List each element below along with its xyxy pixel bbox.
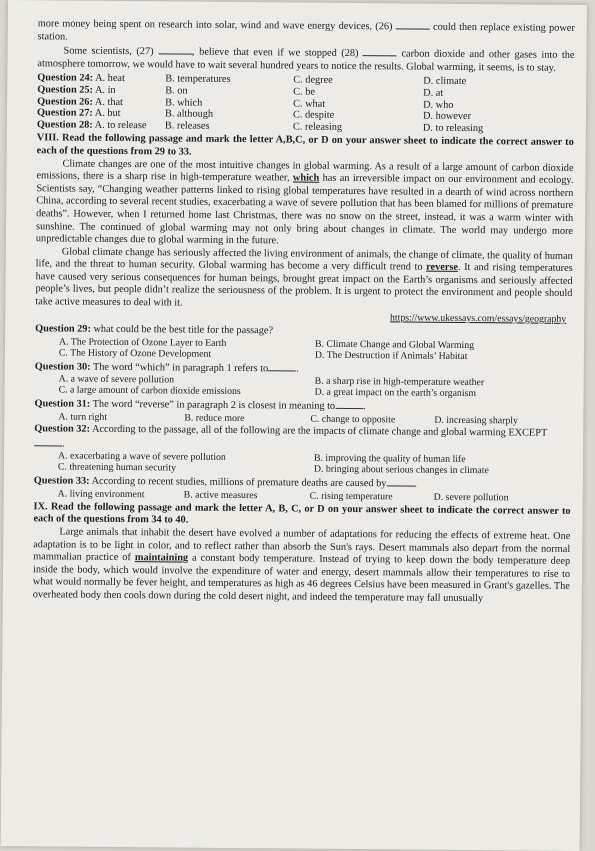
question-stem: According to the passage, all of the following are the impacts of climate change and global warming EXCEPT bbox=[92, 423, 548, 439]
option-d[interactable]: D. a great impact on the earth’s organism bbox=[314, 387, 477, 400]
option-c[interactable]: C. releasing bbox=[292, 121, 343, 133]
p1-text-pre: Large animals that inhabit the desert have evolved a number of adaptations for reducing the effects of extreme heat. One adaptation is to be light in color, and to reflect rather than absorb the Sun's rays. Desert mammals also depart from the normal mammalian practice of bbox=[33, 526, 571, 564]
question-31: Question 31: The word “reverse” in paragraph 2 is closest in meaning to . A. turn right B. reduce more C. change to opposite D. increasing sharply bbox=[34, 397, 571, 427]
option-b[interactable]: B. improving the quality of human life bbox=[313, 452, 466, 466]
option-d[interactable]: D. increasing sharply bbox=[434, 414, 518, 427]
option-a[interactable]: A. but bbox=[94, 107, 121, 120]
option-a[interactable]: A. to release bbox=[94, 119, 147, 131]
option-a[interactable]: A. exacerbating a wave of severe pollution bbox=[57, 450, 226, 464]
cloze-options-table bbox=[37, 73, 574, 136]
question-label: Question 27: bbox=[36, 107, 93, 119]
option-d[interactable]: D. to releasing bbox=[422, 122, 484, 134]
question-32: Question 32: According to the passage, all of the following are the impacts of climate change and global warming EXCEPT. A. exacerbating a wave of severe pollution B. improving the quality of human life C. threatening human security D. bringing about serious changes in climate bbox=[34, 423, 571, 477]
option-a[interactable]: A. turn right bbox=[58, 411, 108, 423]
passage-8-paragraph-2 bbox=[35, 246, 573, 314]
question-stem: The word “reverse” in paragraph 2 is closest in meaning to bbox=[92, 399, 336, 413]
option-c[interactable]: C. change to opposite bbox=[310, 413, 396, 426]
question-stem: The word “which” in paragraph 1 refers to bbox=[92, 361, 269, 375]
option-a[interactable]: A. The Protection of Ozone Layer to Earth bbox=[58, 336, 227, 349]
question-stem: what could be the best title for the passage? bbox=[93, 324, 274, 337]
option-d[interactable]: D. at bbox=[423, 87, 444, 99]
option-b[interactable]: B. which bbox=[165, 96, 203, 109]
question-label: Question 25: bbox=[37, 84, 94, 96]
intro-line1-pre: more money being spent on research into solar, wind and wave energy devices, (26) bbox=[37, 18, 393, 33]
answer-blank bbox=[335, 399, 363, 409]
exam-page bbox=[1, 0, 587, 851]
option-a[interactable]: A. that bbox=[94, 96, 123, 108]
option-b[interactable]: B. although bbox=[164, 108, 214, 120]
option-b[interactable]: B. reduce more bbox=[184, 412, 245, 425]
question-label: Question 24: bbox=[37, 72, 94, 85]
p2-text-pre: Global climate change has seriously affected the living environment of animals, the change of climate, the quality of human life, and the threat to human security. Global warming has become a very difficult trend to bbox=[35, 246, 573, 273]
p1-text-post: a constant body temperature. Instead of trying to keep down the body temperature deep inside the body, which would involve the expenditure of water and energy, desert mammals allow their temperatures to rise to what would normally be fever height, and temperatures as high as 46 degrees Celsius have been measured in Grant's gazelles. The overheated body then cools down during the cold desert night, and indeed the temperature may fall unusually bbox=[32, 552, 571, 605]
intro-line1-post: could then replace existing power station. bbox=[37, 21, 575, 43]
underlined-word-maintaining: maintaining bbox=[134, 552, 189, 564]
option-b[interactable]: B. a sharp rise in high-temperature weather bbox=[314, 376, 485, 389]
p1-text-pre: Climate changes are one of the most intuitive changes in global warming. As a result of a large amount of carbon dioxide emissions, there is a sharp rise in high-temperature weather, bbox=[36, 158, 574, 184]
question-33: Question 33: According to recent studies, millions of premature deaths are caused by . A. living environment B. active measures C. rising temperature D. severe pollution bbox=[34, 473, 571, 503]
question-29 bbox=[35, 323, 572, 362]
option-d[interactable]: D. bringing about serious changes in climate bbox=[313, 463, 489, 477]
option-c[interactable]: C. what bbox=[293, 98, 326, 110]
question-label: Question 31: bbox=[34, 398, 91, 411]
question-label: Question 26: bbox=[37, 95, 93, 108]
intro-text-2 bbox=[37, 43, 574, 75]
question-stem: According to recent studies, millions of premature deaths are caused by bbox=[91, 475, 387, 490]
blank-26 bbox=[396, 19, 430, 29]
option-c[interactable]: C. rising temperature bbox=[309, 490, 393, 503]
question-label: Question 32: bbox=[34, 423, 91, 435]
source-link[interactable]: https://www.ukessays.com/essays/geography bbox=[389, 312, 567, 325]
intro-line2-mid: , believe that even if we stopped (28) bbox=[192, 46, 359, 60]
option-b[interactable]: B. Climate Change and Global Warming bbox=[314, 338, 475, 351]
option-a[interactable]: A. in bbox=[94, 84, 116, 96]
option-b[interactable]: B. temperatures bbox=[165, 73, 231, 86]
intro-line2-post: carbon dioxide and other gases into the atmosphere tomorrow, we would have to wait several hundred years to notice the results. Global warming, it seems, is to stay. bbox=[37, 48, 575, 74]
answer-blank bbox=[268, 361, 296, 371]
option-c[interactable]: C. be bbox=[293, 86, 316, 98]
option-b[interactable]: B. releases bbox=[164, 120, 210, 132]
option-c[interactable]: C. The History of Ozone Development bbox=[58, 347, 212, 360]
question-label: Question 29: bbox=[35, 323, 91, 335]
answer-blank bbox=[386, 477, 414, 487]
question-30: Question 30: The word “which” in paragraph 1 refers to . A. a wave of severe pollution B. a sharp rise in high-temperature weather C. a large amount of carbon dioxide emissions D. a great impact on the earth’s organism bbox=[35, 359, 572, 400]
option-d[interactable]: D. The Destruction if Animals’ Habitat bbox=[314, 349, 468, 362]
question-label: Question 33: bbox=[33, 475, 90, 487]
section-9-heading: IX. Read the following passage and mark the letter A, B, C, or D on your answer sheet to indicate the correct answer to each of the questions from 34 to 40. bbox=[33, 501, 571, 526]
option-a[interactable]: A. a wave of severe pollution bbox=[58, 373, 175, 386]
p2-text-post: . It and rising temperatures have caused very serious consequences for human beings, brought great impact on the Earth’s organisms and seriously affected people’s lives, but people didn’t realize the seriousness of the problem. It is urgent to protect the environment and people should take active measures to deal with it. bbox=[35, 262, 573, 309]
option-c[interactable]: C. degree bbox=[293, 74, 333, 87]
section-8-heading: VIII. Read the following passage and mark the letter A,B,C, or D on your answer sheet to indicate the correct answer to each of the questions from 29 to 33. bbox=[36, 132, 574, 158]
option-c[interactable]: C. threatening human security bbox=[57, 461, 177, 474]
option-a[interactable]: A. heat bbox=[95, 73, 125, 85]
option-b[interactable]: B. on bbox=[165, 85, 188, 97]
passage-9-paragraph-1 bbox=[33, 526, 571, 606]
underlined-word-reverse: reverse bbox=[426, 261, 459, 274]
blank-28 bbox=[363, 46, 397, 56]
question-label: Question 28: bbox=[36, 119, 93, 131]
passage-8-paragraph-1 bbox=[36, 158, 574, 251]
intro-line2-pre: Some scientists, (27) bbox=[63, 45, 154, 58]
option-c[interactable]: C. a large amount of carbon dioxide emissions bbox=[58, 384, 241, 398]
blank-27 bbox=[158, 44, 192, 54]
underlined-word-which: which bbox=[292, 172, 320, 184]
p1-text-post: has an irreversible impact on our environment and ecology. Scientists say, “Changing weather patterns linked to rising global temperatures have resulted in a dearth of wind across northern China, according to several recent studies, exacerbating a wave of severe pollution that has been blamed for millions of premature deaths”. However, when I returned home last Christmas, there was no snow on the street, instead, it was a warm winter with sunshine. The continued of global warming may not only bring about changes in climate. The world may undergo more unpredictable changes due to global warming in the future. bbox=[35, 172, 574, 247]
option-d[interactable]: D. climate bbox=[423, 76, 467, 88]
option-d[interactable]: D. who bbox=[423, 99, 454, 111]
answer-blank bbox=[34, 436, 62, 446]
option-b[interactable]: B. active measures bbox=[183, 489, 258, 502]
option-c[interactable]: C. despite bbox=[292, 109, 335, 122]
option-d[interactable]: D. however bbox=[422, 110, 472, 123]
option-d[interactable]: D. severe pollution bbox=[433, 491, 509, 504]
option-a[interactable]: A. living environment bbox=[57, 488, 145, 501]
question-label: Question 30: bbox=[34, 361, 91, 373]
